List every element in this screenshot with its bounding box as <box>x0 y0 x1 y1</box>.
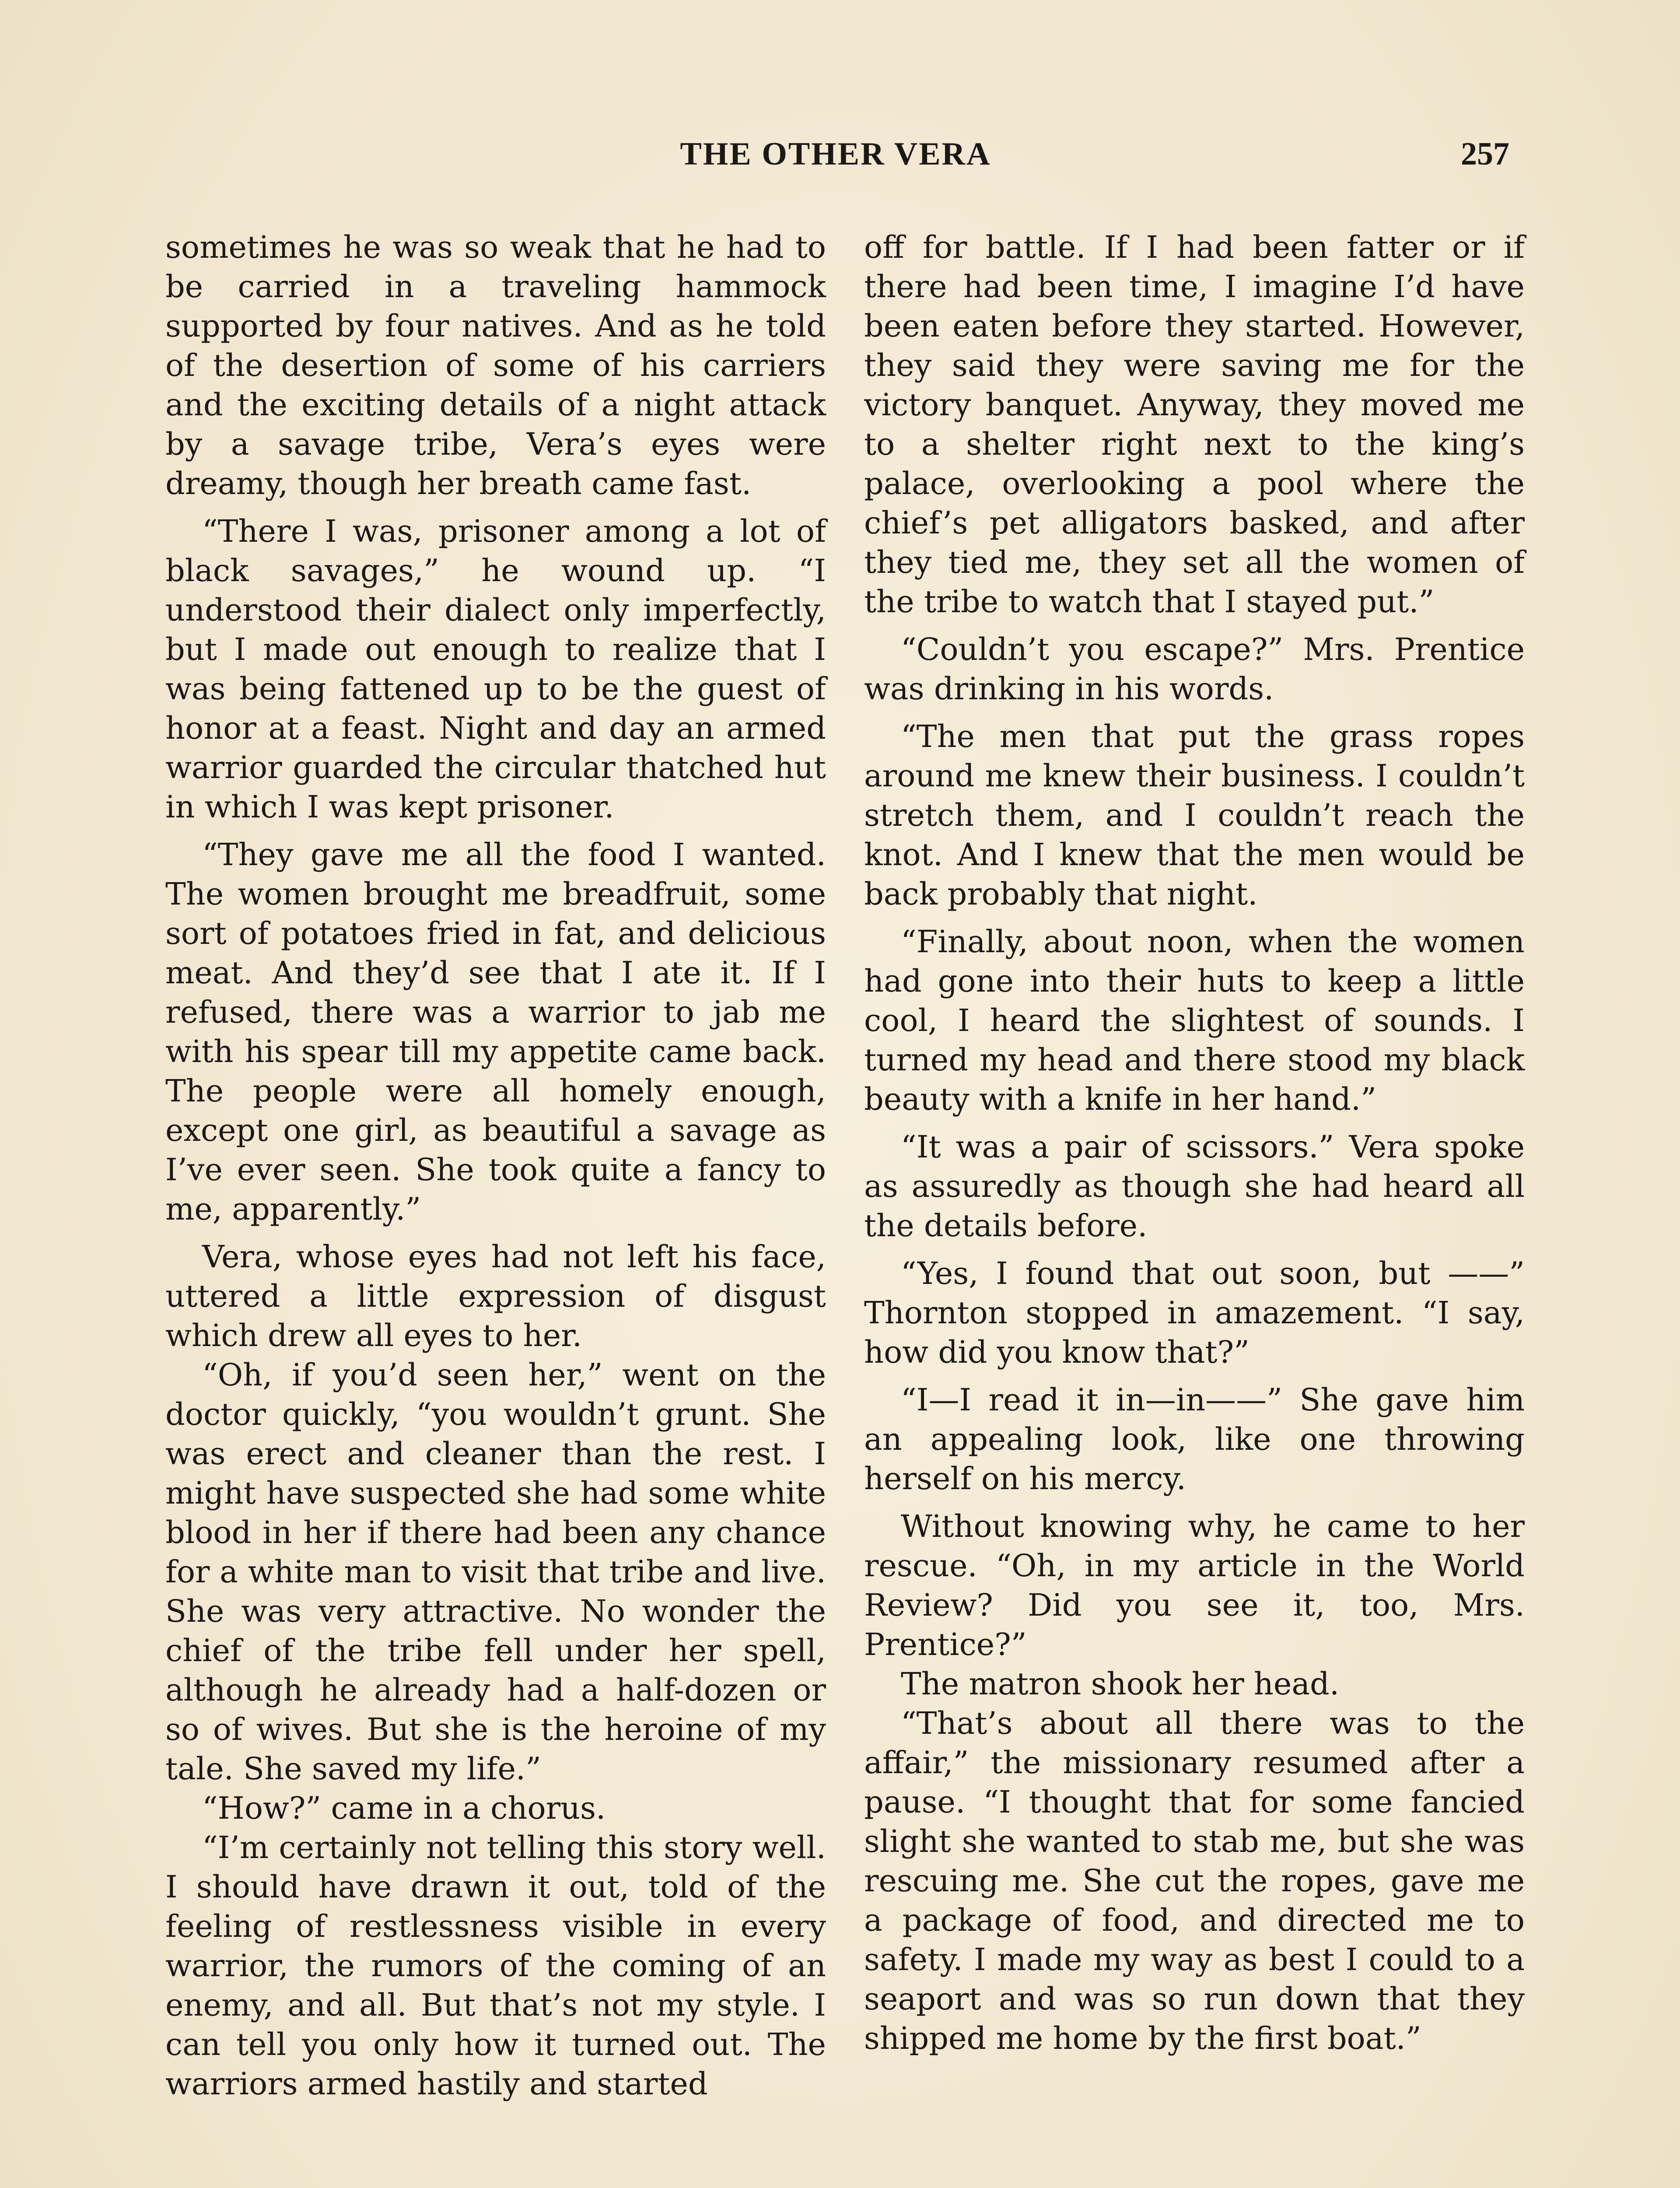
running-title: THE OTHER VERA <box>680 136 991 172</box>
page-number: 257 <box>1461 136 1509 172</box>
paragraph: sometimes he was so weak that he had to be carried in a traveling hammock supported by four natives. And as he told of the desertion of some of his carriers and the exciting details of a night attack by a savage tribe, Vera’s eyes were dreamy, though her breath came fast. <box>165 229 826 501</box>
paragraph: The matron shook her head. <box>901 1666 1340 1702</box>
paragraph: “It was a pair of scissors.” Vera spoke as assuredly as though she had heard all the details before. <box>864 1129 1525 1244</box>
paragraph: “I—I read it in—in——” She gave him an appealing look, like one throwing herself on his mercy. <box>864 1382 1525 1497</box>
paragraph: “The men that put the grass ropes around me knew their business. I couldn’t stretch them, and I couldn’t reach the knot. And I knew that the men would be back probably that night. <box>864 719 1525 912</box>
right-column <box>864 228 1525 2058</box>
left-column <box>165 228 826 2104</box>
paragraph: “That’s about all there was to the affair,” the missionary resumed after a pause. “I thought that for some fancied slight she wanted to stab me, but she was rescuing me. She cut the ropes, gave me a package of food, and directed me to safety. I made my way as best I could to a seaport and was so run down that they shipped me home by the first boat.” <box>864 1705 1525 2056</box>
running-head <box>162 136 1509 188</box>
paragraph: “They gave me all the food I wanted. The women brought me breadfruit, some sort of potatoes fried in fat, and delicious meat. And they’d see that I ate it. If I refused, there was a warrior to jab me with his spear till my appetite came back. The people were all homely enough, except one girl, as beautiful a savage as I’ve ever seen. She took quite a fancy to me, apparently.” <box>165 837 826 1227</box>
paragraph: “How?” came in a chorus. <box>202 1790 606 1826</box>
paragraph: “There I was, prisoner among a lot of black savages,” he wound up. “I understood their dialect only imperfectly, but I made out enough to realize that I was being fattened up to be the guest of honor at a feast. Night and day an armed warrior guarded the circular thatched hut in which I was kept prisoner. <box>165 513 826 825</box>
paragraph: “Yes, I found that out soon, but ——” Thornton stopped in amazement. “I say, how did you know that?” <box>864 1255 1525 1370</box>
paragraph: “Oh, if you’d seen her,” went on the doctor quickly, “you wouldn’t grunt. She was erect and cleaner than the rest. I might have suspected she had some white blood in her if there had been any chance for a white man to visit that tribe and live. She was very attractive. No wonder the chief of the tribe fell under her spell, although he already had a half-dozen or so of wives. But she is the heroine of my tale. She saved my life.” <box>165 1357 826 1787</box>
paragraph: Vera, whose eyes had not left his face, uttered a little expression of disgust which drew all eyes to her. <box>165 1239 826 1353</box>
paragraph: “I’m certainly not telling this story well. I should have drawn it out, told of the feeling of restlessness visible in every warrior, the rumors of the coming of an enemy, and all. But that’s not my style. I can tell you only how it turned out. The warriors armed hastily and started <box>165 1830 826 2102</box>
paragraph: off for battle. If I had been fatter or if there had been time, I imagine I’d have been eaten before they started. However, they said they were saving me for the victory banquet. Anyway, they moved me to a shelter right next to the king’s palace, overlooking a pool where the chief’s pet alligators basked, and after they tied me, they set all the women of the tribe to watch that I stayed put.” <box>864 229 1525 620</box>
paragraph: Without knowing why, he came to her rescue. “Oh, in my article in the World Review? Did you see it, too, Mrs. Prentice?” <box>864 1508 1525 1662</box>
paragraph: “Finally, about noon, when the women had gone into their huts to keep a little cool, I heard the slightest of sounds. I turned my head and there stood my black beauty with a knife in her hand.” <box>864 924 1525 1117</box>
paragraph: “Couldn’t you escape?” Mrs. Prentice was drinking in his words. <box>864 631 1525 707</box>
